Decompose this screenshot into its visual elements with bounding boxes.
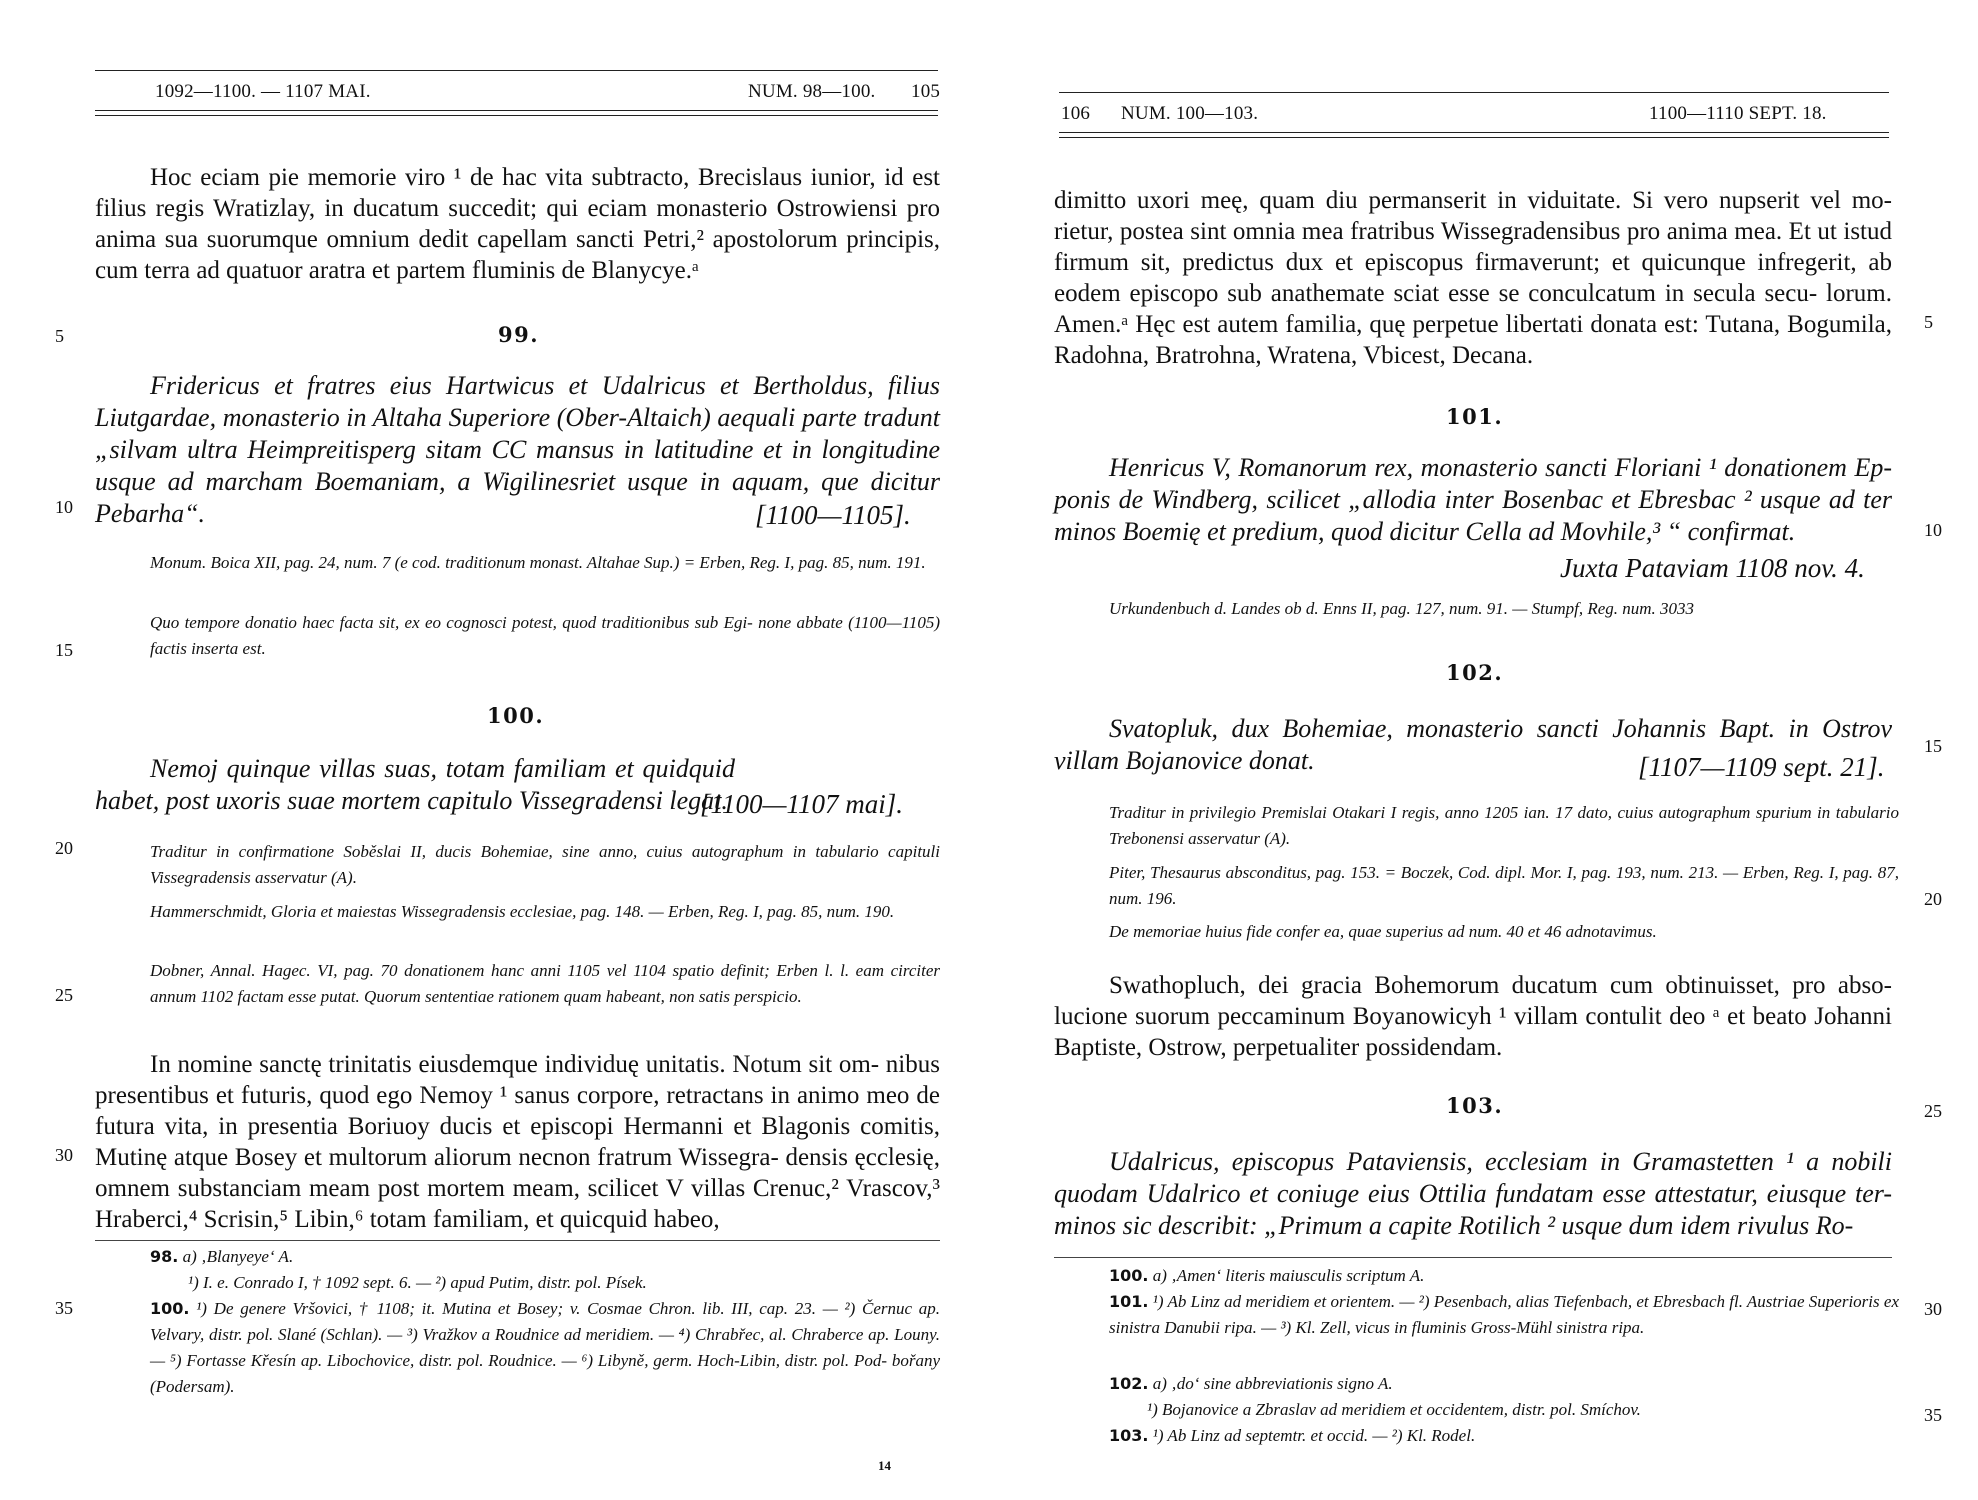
page-number: 105 <box>911 81 941 102</box>
footnote-text: ¹) Ab Linz ad septemtr. et occid. — ²) Kl. Rodel. <box>1152 1426 1476 1445</box>
note-99-edition: Monum. Boica XII, pag. 24, num. 7 (e cod. traditionum monast. Altahae Sup.) = Erben, Reg. I, pag. 85, num. 191. <box>150 553 926 572</box>
note-101-editions: Urkundenbuch d. Landes ob d. Enns II, pag. 127, num. 91. — Stumpf, Reg. num. 3033 <box>1109 599 1695 618</box>
doc-number-99: 99. <box>498 322 540 347</box>
line-number: 30 <box>1924 1299 1942 1319</box>
doc-number-101: 101. <box>1446 404 1504 429</box>
footnote-text: ¹) Ab Linz ad meridiem et orientem. — ²) Pesenbach, alias Tiefenbach, et Ebresbach fl. Austriae Superioris ex sinistra Danubii ripa. — ³) Kl. Zell, vicus in fluminis Gross-Mühl sinistra ripa. <box>1109 1292 1899 1337</box>
right-page <box>989 0 1978 1500</box>
signature-mark: 14 <box>878 1458 891 1473</box>
line-number: 20 <box>1924 889 1942 909</box>
note-100-comment: Dobner, Annal. Hagec. VI, pag. 70 donationem hanc anni 1105 vel 1104 spatio definit; Erben l. l. eam circiter annum 1102 factam esse putat. Quorum sententiae rationem quam habeant, non satis perspicio. <box>150 961 940 1006</box>
footnote-text: ¹) De genere Vršovici, † 1108; it. Mutina et Bosey; v. Cosmae Chron. lib. III, cap. 23. — ²) Černuc ap. Velvary, distr. pol. Slané (Schlan). — ³) Vražkov a Roudnice ad meridiem. — ⁴) Chrabřec, al. Chraberce ap. Louny. — ⁵) Fortasse Křesín ap. Libochovice, distr. pol. Roudnice. — ⁶) Libyně, germ. Hoch-Libin, distr. pol. Pod- bořany (Podersam). <box>150 1299 940 1396</box>
regest-100: Nemoj quinque villas suas, totam familiam et quidquid habet, post uxoris suae mortem capitulo Vissegradensi legat. <box>95 754 735 815</box>
running-header <box>95 70 941 118</box>
line-number: 5 <box>1924 312 1933 332</box>
footnote-label: 100. <box>150 1299 190 1318</box>
regest-99: Fridericus et fratres eius Hartwicus et Udalricus et Bertholdus, filius Liutgardae, monasterio in Altaha Superiore (Ober-Altaich) aequali parte tradunt „silvam ultra Heimpreitisperg sitam CC mansus in latitudine et in longitudine usque ad marcham Boemaniam, a Wigilinesriet usque in aquam, que dicitur Pebarha“. <box>95 371 940 528</box>
footnote-separator <box>1054 1257 1892 1258</box>
doc-number-103: 103. <box>1446 1093 1504 1118</box>
header-date-range: 1100—1110 SEPT. 18. <box>1649 103 1827 124</box>
doc-102-text: Swathopluch, dei gracia Bohemorum ducatum cum obtinuisset, pro abso- lucione suorum peccaminum Boyanowicyh ¹ villam contulit deo ᵃ et beato Johanni Baptiste, Ostrow, perpetualiter possidendam. <box>1054 972 1892 1061</box>
date-102: [1107—1109 sept. 21]. <box>1638 752 1885 782</box>
doc-100-continuation: dimitto uxori meę, quam diu permanserit in viduitate. Si vero nupserit vel mo- rietur, postea sint omnia mea fratribus Wissegradensibus pro anima mea. Et ut istud firmum sit, predictus dux et episcopus firmaverunt; et quicunque infregerit, ab eodem episcopo sub anathemate sciat esse se conculcatum in secula secu- lorum. Amen.ᵃ Hęc est autem familia, quę perpetue libertati donata est: Tutana, Bogumila, Radohna, Bratrohna, Wratena, Vbicest, Decana. <box>1054 187 1892 369</box>
note-100-tradition: Traditur in confirmatione Soběslai II, ducis Bohemiae, sine anno, cuius autographum in tabulario capituli Vissegradensis asservatur (A). <box>150 842 940 887</box>
footnote-100 <box>150 1296 940 1400</box>
doc-number-102: 102. <box>1446 660 1504 685</box>
note-102-editions: Piter, Thesaurus absconditus, pag. 153. = Boczek, Cod. dipl. Mor. I, pag. 193, num. 213. — Erben, Reg. I, pag. 87, num. 196. <box>1109 863 1899 908</box>
footnote-102 <box>1109 1371 1899 1397</box>
line-number: 30 <box>55 1145 73 1165</box>
regest-102: Svatopluk, dux Bohemiae, monasterio sancti Johannis Bapt. in Ostrov villam Bojanovice donat. <box>1054 714 1892 775</box>
footnote-separator <box>95 1240 940 1241</box>
line-number: 5 <box>55 326 64 346</box>
regest-101: Henricus V, Romanorum rex, monasterio sancti Floriani ¹ donationem Ep- ponis de Windberg, scilicet „allodia inter Bosenbac et Ebresbac ² usque ad ter minos Boemię et predium, quod dicitur Cella ad Movhile,³ “ confirmat. <box>1054 453 1892 546</box>
footnote-label: 102. <box>1109 1374 1149 1393</box>
line-number: 25 <box>1924 1101 1942 1121</box>
footnote-text: a) ‚Blanyeye‘ A. <box>182 1247 294 1266</box>
footnote-label: 98. <box>150 1247 179 1266</box>
note-102-tradition: Traditur in privilegio Premislai Otakari I regis, anno 1205 ian. 17 dato, cuius autographum spurium in tabulario Trebonensi asservatur (A). <box>1109 803 1899 848</box>
header-doc-numbers: NUM. 100—103. <box>1121 103 1259 124</box>
footnote-98-notes <box>188 1270 940 1296</box>
footnote-label: 100. <box>1109 1266 1149 1285</box>
line-number: 15 <box>55 640 73 660</box>
doc-number-100: 100. <box>487 703 545 728</box>
footnote-102-notes <box>1147 1397 1899 1423</box>
running-header <box>1059 92 1889 140</box>
note-99-comment: Quo tempore donatio haec facta sit, ex eo cognosci potest, quod traditionibus sub Egi- none abbate (1100—1105) factis inserta est. <box>150 613 940 658</box>
line-number: 10 <box>1924 520 1942 540</box>
footnote-text: ¹) I. e. Conrado I, † 1092 sept. 6. — ²) apud Putim, distr. pol. Písek. <box>188 1273 647 1292</box>
regest-103: Udalricus, episcopus Pataviensis, ecclesiam in Gramastetten ¹ a nobili quodam Udalrico et coniuge eius Ottilia fundatam esse attestatur, eiusque ter- minos sic describit: „Primum a capite Rotilich ² usque dum idem rivulus Ro- <box>1054 1147 1892 1240</box>
header-doc-numbers: NUM. 98—100. <box>748 81 876 102</box>
date-99: [1100—1105]. <box>755 500 911 530</box>
line-number: 15 <box>1924 736 1942 756</box>
line-number: 25 <box>55 985 73 1005</box>
footnote-text: a) ‚do‘ sine abbreviationis signo A. <box>1152 1374 1393 1393</box>
footnote-label: 101. <box>1109 1292 1149 1311</box>
footnote-100 <box>1109 1263 1899 1289</box>
footnote-text: a) ‚Amen‘ literis maiusculis scriptum A. <box>1152 1266 1425 1285</box>
date-101: Juxta Pataviam 1108 nov. 4. <box>1560 553 1865 583</box>
footnote-text: ¹) Bojanovice a Zbraslav ad meridiem et occidentem, distr. pol. Smíchov. <box>1147 1400 1641 1419</box>
page-number: 106 <box>1061 103 1091 124</box>
footnote-98 <box>150 1244 940 1270</box>
footnote-103 <box>1109 1423 1899 1449</box>
line-number: 35 <box>55 1298 73 1318</box>
footnote-label: 103. <box>1109 1426 1149 1445</box>
line-number: 10 <box>55 497 73 517</box>
footnote-101 <box>1109 1289 1899 1341</box>
doc-100-text: In nomine sanctę trinitatis eiusdemque individuę unitatis. Notum sit om- nibus presentibus et futuris, quod ego Nemoy ¹ sanus corpore, retractans in animo meo de futura vita, in presentia Boriuoy ducis et episcopi Hermanni et Blagonis comitis, Mutinę atque Bosey et multorum aliorum necnon fratrum Wissegra- densis ęcclesię, omnem substanciam meam post mortem meam, scilicet V villas Crenuc,² Vrascov,³ Hraberci,⁴ Scrisin,⁵ Libin,⁶ totam familiam, et quicquid habeo, <box>95 1051 940 1233</box>
date-100: [1100—1107 mai]. <box>700 789 904 819</box>
doc-98-text: Hoc eciam pie memorie viro ¹ de hac vita subtracto, Brecislaus iunior, id est filius regis Wratizlay, in ducatum succedit; qui eciam monasterio Ostrowiensi pro anima sua suorumque omnium dedit capellam sancti Petri,² apostolorum principis, cum terra ad quatuor aratra et partem fluminis de Blanycye.ᵃ <box>95 164 940 284</box>
note-102-comment: De memoriae huius fide confer ea, quae superius ad num. 40 et 46 adnotavimus. <box>1109 922 1657 941</box>
line-number: 35 <box>1924 1405 1942 1425</box>
note-100-editions: Hammerschmidt, Gloria et maiestas Wissegradensis ecclesiae, pag. 148. — Erben, Reg. I, pag. 85, num. 190. <box>150 902 895 921</box>
header-date-range: 1092—1100. — 1107 MAI. <box>155 81 371 102</box>
line-number: 20 <box>55 838 73 858</box>
